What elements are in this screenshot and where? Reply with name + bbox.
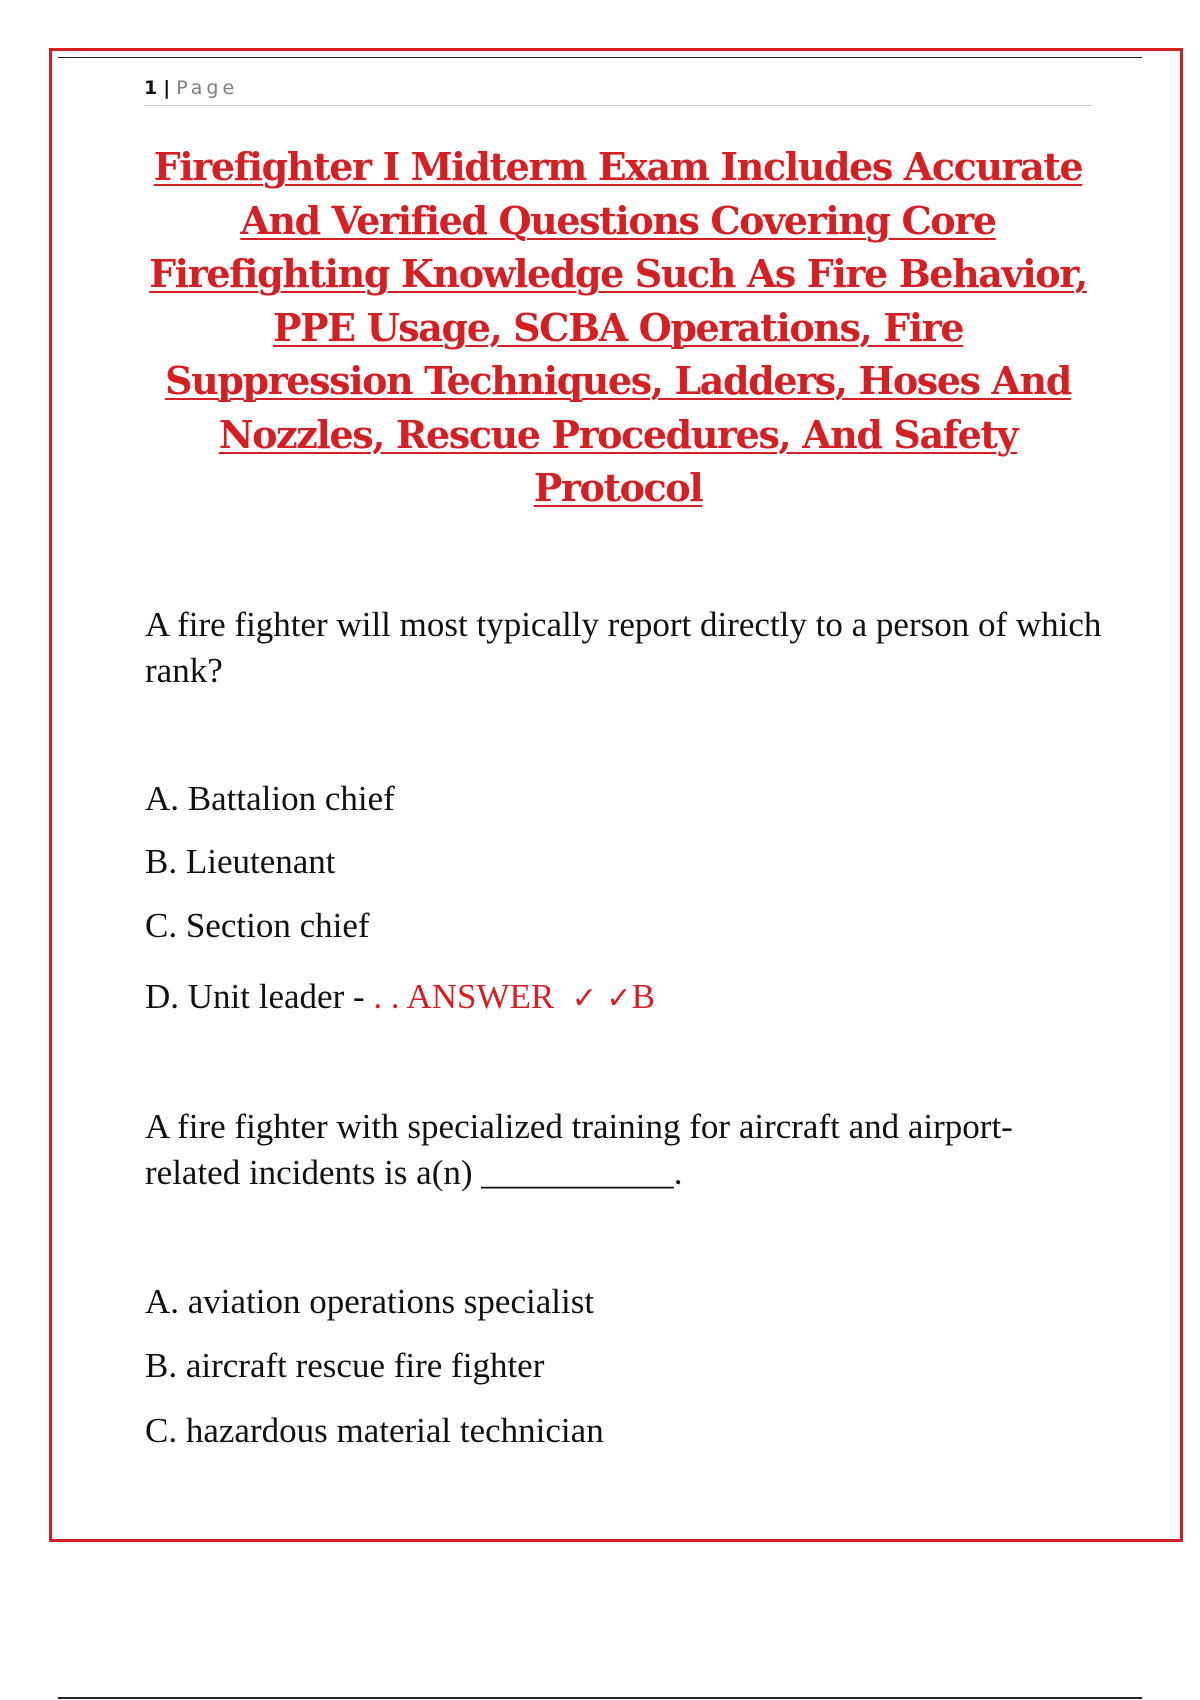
answer-letter: B <box>631 977 655 1016</box>
question-2-text: A fire fighter with specialized training for aircraft and airport-related incidents is a(n) ___________. <box>145 1107 1013 1192</box>
answer-label: . . ANSWER <box>373 977 555 1016</box>
page-header <box>144 73 1092 106</box>
question-1-option-d <box>145 977 655 1019</box>
question-1-option-c: C. Section chief <box>145 906 370 945</box>
question-1-text: A fire fighter will most typically report directly to a person of which rank? <box>145 605 1102 690</box>
question-2-option-b: B. aircraft rescue fire fighter <box>145 1346 545 1385</box>
bottom-rule <box>58 1697 1142 1699</box>
checkmark-icon: ✓ ✓ <box>571 981 632 1016</box>
document-title: Firefighter I Midterm Exam Includes Accurate And Verified Questions Covering Core Firefighting Knowledge Such As Fire Behavior, PPE Usage, SCBA Operations, Fire Suppression Techniques, Ladders, Hoses And Nozzles, Rescue Procedures, And Safety Protocol <box>149 144 1087 510</box>
page-number: 1 <box>144 77 158 99</box>
question-2-option-a: A. aviation operations specialist <box>145 1282 595 1321</box>
page-label: Page <box>176 77 239 99</box>
question-2-option-c: C. hazardous material technician <box>145 1411 604 1450</box>
header-separator: | <box>163 77 171 99</box>
question-1-option-d-text: D. Unit leader - <box>145 977 374 1016</box>
question-1-option-a: A. Battalion chief <box>145 779 395 818</box>
question-1-option-b: B. Lieutenant <box>145 842 336 881</box>
